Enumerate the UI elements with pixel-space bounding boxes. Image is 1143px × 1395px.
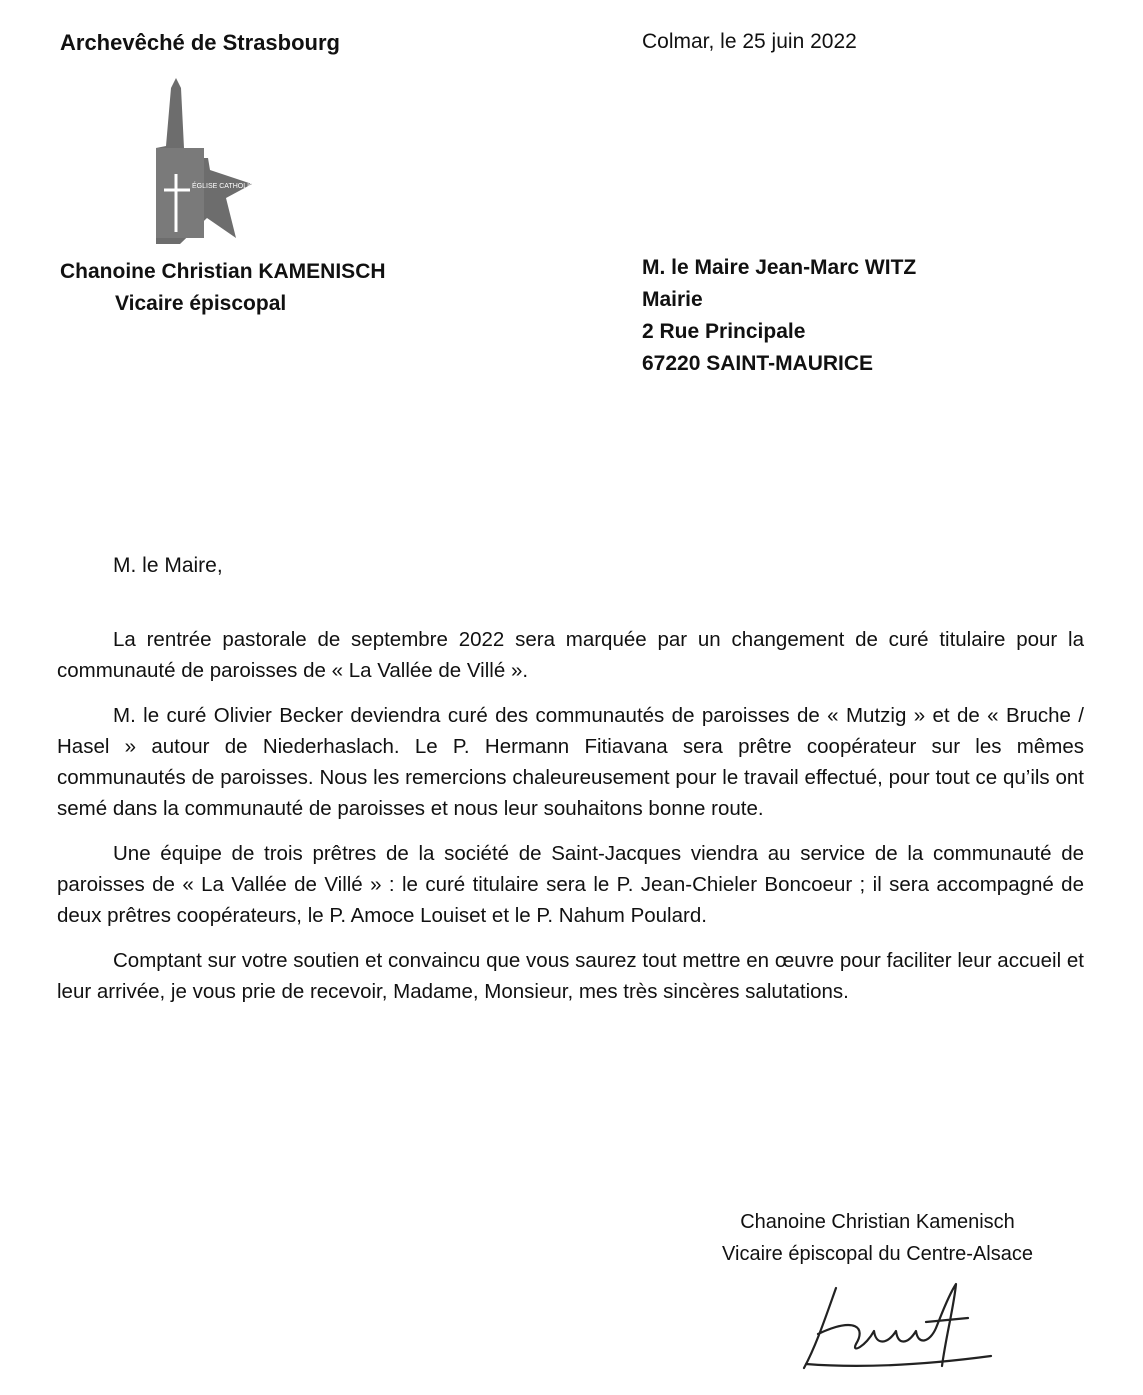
recipient-address [642,252,916,380]
handwritten-signature [796,1276,996,1376]
recipient-line-1: M. le Maire Jean-Marc WITZ [642,256,917,279]
recipient-line-4: 67220 SAINT-MAURICE [642,352,874,375]
sender-block [60,256,386,320]
paragraph-3: Une équipe de trois prêtres de la société de Saint-Jacques viendra au service de la communauté de paroisses de « La Vallée de Villé » : le curé titulaire sera le P. Jean-Chieler Boncoeur ; il sera accompagné de deux prêtres coopérateurs, le P. Amoce Louiset et le P. Nahum Poulard. [57,842,1084,927]
paragraph-1: La rentrée pastorale de septembre 2022 sera marquée par un changement de curé titulaire pour la communauté de paroisses de « La Vallée de Villé ». [57,628,1084,682]
sender-name: Chanoine Christian KAMENISCH [60,260,386,283]
paragraph-2: M. le curé Olivier Becker deviendra curé des communautés de paroisses de « Mutzig » et de « Bruche / Hasel » autour de Niederhaslach. Le P. Hermann Fitiavana sera prêtre coopérateur sur les mêmes communautés de paroisses. Nous les remercions chaleureusement pour le travail effectué, pour tout ce qu’ils ont semé dans la communauté de paroisses et nous leur souhaitons bonne route. [57,704,1084,820]
recipient-line-3: 2 Rue Principale [642,320,806,343]
closing-block [700,1206,1055,1270]
salutation: M. le Maire, [113,554,223,577]
closing-title: Vicaire épiscopal du Centre-Alsace [722,1243,1033,1265]
logo-text: ÉGLISE CATHOLIQUE EN ALSACE [192,183,306,190]
closing-name: Chanoine Christian Kamenisch [740,1211,1015,1233]
sender-title: Vicaire épiscopal [115,292,287,315]
diocese-logo [152,78,306,244]
letter-body [57,624,1084,1021]
organization-name: Archevêché de Strasbourg [60,30,340,55]
date-line: Colmar, le 25 juin 2022 [642,30,857,53]
paragraph-4: Comptant sur votre soutien et convaincu que vous saurez tout mettre en œuvre pour faciliter leur accueil et leur arrivée, je vous prie de recevoir, Madame, Monsieur, mes très sincères salutations. [57,949,1084,1003]
recipient-line-2: Mairie [642,288,703,311]
